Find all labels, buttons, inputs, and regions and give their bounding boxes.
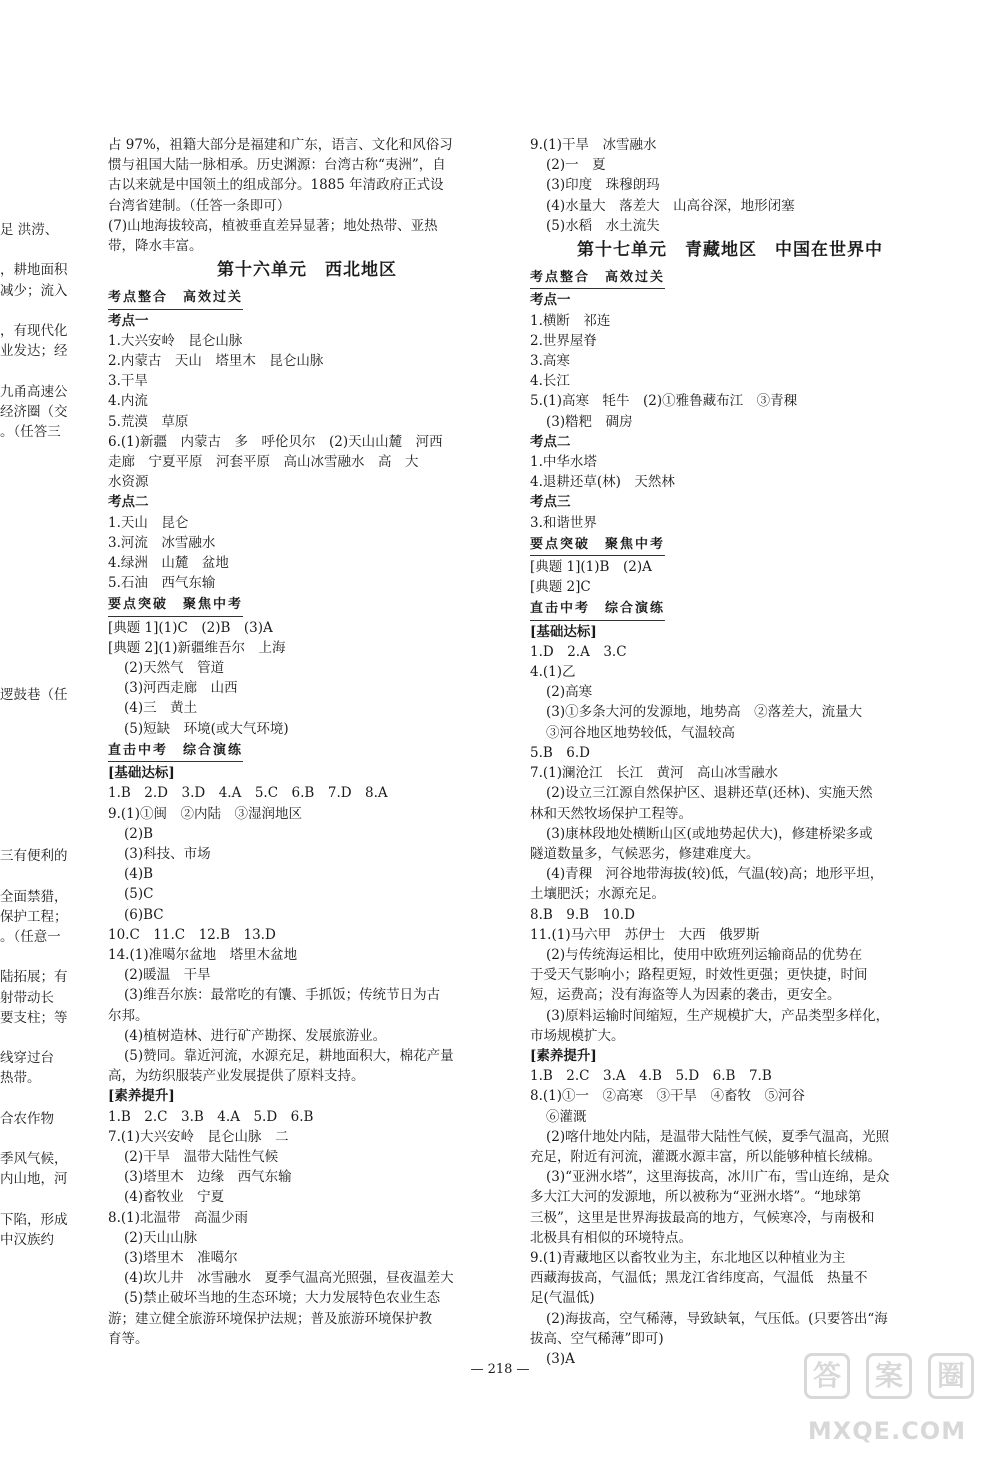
answer-line: 林和天然牧场保护工程等。 (530, 805, 692, 822)
answer-line: (3)“亚洲水塔”，这里海拔高，冰川广布，雪山连绵，是众 (546, 1169, 890, 1186)
watermark-site: MXQE.COM (807, 1417, 967, 1445)
answer-line: 5.(1)高寒 牦牛 (2)①雅鲁藏布江 ③青稞 (530, 393, 798, 410)
answer-line: (4)水量大 落差大 山高谷深，地形闭塞 (546, 197, 795, 214)
cut-off-text-fragment: 下陷，形成 (0, 1211, 68, 1228)
answer-line: 5.石油 西气东输 (108, 575, 216, 592)
answer-line: 西藏海拔高，气温低；黑龙江省纬度高，气温低 热量不 (530, 1270, 868, 1287)
kaodian-1-answers (108, 331, 506, 493)
suyang-tisheng-label: [素养提升] (530, 1047, 597, 1064)
answer-line: [典题 2]C (530, 579, 591, 596)
kaodian-3-answers (530, 513, 930, 533)
answer-line: (3)康林段地处横断山区(或地势起伏大)，修建桥梁多或 (546, 825, 873, 842)
answer-line: (5)赞同。靠近河流，水源充足，耕地面积大，棉花产量 (124, 1047, 454, 1064)
answer-line: (3)维吾尔族：最常吃的有馕、手抓饭；传统节日为古 (124, 987, 441, 1004)
answer-line: 3.河流 冰雪融水 (108, 534, 216, 551)
cut-off-text-fragment: 季风气候， (0, 1151, 68, 1168)
cut-off-text-fragment: 。（任意一 (0, 929, 61, 945)
answer-line: 10.C 11.C 12.B 13.D (108, 926, 276, 943)
cut-off-text-fragment: 三有便利的 (0, 848, 68, 865)
answer-line: 5.荒漠 草原 (108, 413, 189, 430)
jichu-answers (108, 783, 506, 1086)
answer-line: 1.B 2.D 3.D 4.A 5.C 6.B 7.D 8.A (108, 785, 388, 802)
answer-line: [典题 1](1)C (2)B (3)A (108, 619, 273, 636)
answer-line: (3)A (546, 1350, 575, 1367)
answer-line: 拔高、空气稀薄”即可) (530, 1330, 664, 1347)
cut-off-text-fragment: ，有现代化 (0, 323, 68, 339)
section-heading-zhiji-zhongkao: 直击中考 综合演练 (530, 599, 665, 620)
dianti-answers (530, 557, 930, 597)
suyang-answers (530, 1066, 930, 1369)
answer-line: 3.干旱 (108, 373, 148, 390)
answer-line: 3.和谐世界 (530, 514, 597, 531)
answer-line: 1.B 2.C 3.B 4.A 5.D 6.B (108, 1108, 314, 1125)
page-number: — 218 — (470, 1362, 530, 1377)
answer-line: (3)原料运输时间缩短，生产规模扩大，产品类型多样化， (546, 1007, 890, 1024)
section-heading-kaodian-zhenghe: 考点整合 高效过关 (530, 268, 665, 289)
answer-line: (4)青稞 河谷地带海拔(较)低，气温(较)高；地形平坦， (546, 866, 884, 883)
section-heading-yaodian-tupo: 要点突破 聚焦中考 (108, 595, 243, 616)
cut-off-text-fragment: 中汉族约 (0, 1232, 54, 1248)
cut-off-text-fragment: 。（任答三 (0, 424, 61, 440)
answer-line: 多大江大河的发源地，所以被称为“亚洲水塔”。“地球第 (530, 1189, 862, 1206)
watermark-char: 圈 (928, 1353, 974, 1399)
answer-line: 隧道数量多，气候恶劣，修建难度大。 (530, 845, 760, 862)
answer-line: 土壤肥沃；水源充足。 (530, 886, 665, 903)
answer-line: 充足，附近有河流，灌溉水源丰富，所以能够种植长绒棉。 (530, 1148, 881, 1165)
answer-line: 足(气温低) (530, 1290, 595, 1307)
answer-line: (5)短缺 环境(或大气环境) (124, 720, 289, 737)
answer-line: (3)①多条大河的发源地，地势高 ②落差大，流量大 (546, 704, 863, 721)
answer-line: 8.B 9.B 10.D (530, 906, 635, 923)
cut-off-text-fragment: 要支柱；等 (0, 1009, 68, 1026)
answer-line: 8.(1)北温带 高温少雨 (108, 1209, 249, 1226)
answer-line: 尔邦。 (108, 1007, 149, 1024)
answer-line: 惯与祖国大陆一脉相承。历史渊源：台湾古称“夷洲”，自 (108, 157, 446, 174)
answer-line: (6)BC (124, 906, 164, 923)
suyang-tisheng-label: [素养提升] (108, 1088, 175, 1105)
kaodian-2-answers (108, 513, 506, 594)
cut-off-text-fragment: 射带动长 (0, 989, 54, 1006)
answer-line: 高，为纺织服装产业发展提供了原料支持。 (108, 1068, 365, 1085)
answer-line: (4)三 黄土 (124, 700, 198, 717)
kaodian-2-heading: 考点二 (108, 494, 149, 511)
answer-line: 11.(1)马六甲 苏伊士 大西 俄罗斯 (530, 926, 760, 943)
intro-block (108, 135, 506, 256)
answer-line: 三极”，这里是世界海拔最高的地方，气候寒冷，与南极和 (530, 1209, 875, 1226)
answer-line: 市场规模扩大。 (530, 1027, 625, 1044)
cut-off-text-fragment: 保护工程； (0, 908, 68, 925)
jichu-dabiao-label: [基础达标] (108, 765, 175, 782)
answer-line: (2)干旱 温带大陆性气候 (124, 1148, 279, 1165)
cut-off-text-fragment: 全面禁猎， (0, 888, 68, 905)
answer-line: 1.横断 祁连 (530, 312, 611, 329)
answer-line: (3)糌粑 碉房 (546, 413, 633, 430)
answer-line: (4)B (124, 866, 154, 883)
cut-off-text-fragment: 足 洪涝、 (0, 222, 59, 238)
section-heading-yaodian-tupo: 要点突破 聚焦中考 (530, 535, 665, 556)
answer-line: (2)海拔高，空气稀薄，导致缺氧，气压低。(只要答出“海 (546, 1310, 888, 1327)
answer-line: 3.高寒 (530, 353, 570, 370)
answer-line: ⑥灌溉 (546, 1108, 587, 1125)
answer-line: 走廊 宁夏平原 河套平原 高山冰雪融水 高 大 (108, 454, 419, 471)
answer-line: 7.(1)澜沧江 长江 黄河 高山冰雪融水 (530, 765, 779, 782)
answer-line: 2.世界屋脊 (530, 332, 597, 349)
answer-line: (3)科技、市场 (124, 845, 211, 862)
section-heading-kaodian-zhenghe: 考点整合 高效过关 (108, 288, 243, 309)
answer-line: (2)天山山脉 (124, 1229, 198, 1246)
answer-line: 1.天山 昆仑 (108, 514, 189, 531)
right-column (530, 135, 930, 1369)
watermark-char: 答 (804, 1353, 850, 1399)
cut-off-text-fragment: 陆拓展；有 (0, 969, 68, 986)
answer-line: 占 97%，祖籍大部分是福建和广东，语言、文化和风俗习 (108, 137, 453, 153)
answer-line: (4)畜牧业 宁夏 (124, 1189, 225, 1206)
cut-off-text-fragment: 逻鼓巷（任 (0, 686, 68, 703)
answer-line: 于受天气影响小；路程更短，时效性更强；更快捷，时间 (530, 967, 868, 984)
unit-17-title: 第十七单元 青藏地区 中国在世界中 (577, 240, 883, 261)
cut-off-text-fragment: ，耕地面积 (0, 262, 68, 279)
jichu-answers (530, 642, 930, 1046)
answer-line: 1.中华水塔 (530, 454, 597, 471)
answer-line: (2)设立三江源自然保护区、退耕还草(还林)、实施天然 (546, 785, 873, 802)
answer-line: (3)印度 珠穆朗玛 (546, 177, 660, 194)
answer-line: (3)塔里木 准噶尔 (124, 1249, 238, 1266)
dianti-answers (108, 618, 506, 739)
answer-line: (4)植树造林、进行矿产勘探、发展旅游业。 (124, 1027, 387, 1044)
answer-line: 9.(1)青藏地区以畜牧业为主，东北地区以种植业为主 (530, 1249, 846, 1266)
answer-line: 水资源 (108, 474, 149, 491)
answer-line: 9.(1)干旱 冰雪融水 (530, 137, 657, 153)
cut-off-text-fragment: 热带。 (0, 1070, 41, 1087)
answer-line: 台湾省建制。（任答一条即可） (108, 197, 291, 214)
answer-line: 7.(1)大兴安岭 昆仑山脉 二 (108, 1128, 289, 1145)
cut-off-text-fragment: 业发达；经 (0, 343, 68, 360)
answer-line: 6.(1)新疆 内蒙古 多 呼伦贝尔 (2)天山山麓 河西 (108, 433, 443, 450)
carryover-answers (530, 135, 930, 236)
answer-line: 带，降水丰富。 (108, 238, 203, 255)
cut-off-text-fragment: 减少；流入 (0, 282, 68, 299)
cut-off-text-fragment: 九甬高速公 (0, 383, 68, 400)
answer-line: (2)暖温 干旱 (124, 967, 211, 984)
answer-line: [典题 1](1)B (2)A (530, 559, 652, 576)
answer-line: 1.B 2.C 3.A 4.B 5.D 6.B 7.B (530, 1068, 772, 1085)
answer-line: 5.B 6.D (530, 744, 591, 761)
kaodian-1-heading: 考点一 (530, 292, 571, 309)
answer-line: (2)天然气 管道 (124, 660, 225, 677)
cut-off-text-fragment: 经济圈（交 (0, 403, 68, 420)
answer-line: 1.D 2.A 3.C (530, 643, 627, 660)
watermark-logo (792, 1353, 982, 1445)
kaodian-2-heading: 考点二 (530, 433, 571, 450)
watermark-char: 案 (866, 1353, 912, 1399)
answer-line: (2)与传统海运相比，使用中欧班列运输商品的优势在 (546, 946, 863, 963)
unit-16-title: 第十六单元 西北地区 (217, 260, 397, 281)
answer-line: 北极具有相似的环境特点。 (530, 1229, 692, 1246)
middle-column (108, 135, 506, 1349)
answer-line: 4.退耕还草(林) 天然林 (530, 474, 675, 491)
answer-line: 育等。 (108, 1330, 149, 1347)
cut-off-text-fragment: 合农作物 (0, 1110, 54, 1127)
kaodian-2-answers (530, 452, 930, 492)
answer-line: 短，运费高；没有海盗等人为因素的袭击，更安全。 (530, 987, 841, 1004)
answer-line: ③河谷地区地势较低，气温较高 (546, 724, 735, 741)
answer-line: (2)高寒 (546, 684, 593, 701)
answer-line: (5)水稻 水土流失 (546, 217, 660, 234)
answer-line: (4)坎儿井 冰雪融水 夏季气温高光照强，昼夜温差大 (124, 1270, 454, 1287)
answer-line: (2)B (124, 825, 154, 842)
answer-line: 9.(1)①闽 ②内陆 ③湿润地区 (108, 805, 303, 822)
answer-line: 2.内蒙古 天山 塔里木 昆仑山脉 (108, 353, 324, 370)
answer-line: 8.(1)①一 ②高寒 ③干旱 ④畜牧 ⑤河谷 (530, 1088, 806, 1105)
answer-line: (3)河西走廊 山西 (124, 680, 238, 697)
answer-line: [典题 2](1)新疆维吾尔 上海 (108, 639, 286, 656)
answer-line: 4.(1)乙 (530, 664, 576, 681)
answer-line: 4.内流 (108, 393, 148, 410)
answer-line: (5)禁止破坏当地的生态环境；大力发展特色农业生态 (124, 1290, 441, 1307)
jichu-dabiao-label: [基础达标] (530, 623, 597, 640)
answer-line: 4.长江 (530, 373, 570, 390)
answer-line: 游；建立健全旅游环境保护法规；普及旅游环境保护教 (108, 1310, 432, 1327)
kaodian-1-heading: 考点一 (108, 312, 149, 329)
suyang-answers (108, 1107, 506, 1349)
answer-line: (2)一 夏 (546, 157, 606, 174)
kaodian-3-heading: 考点三 (530, 494, 571, 511)
answer-line: (2)喀什地处内陆，是温带大陆性气候，夏季气温高，光照 (546, 1128, 890, 1145)
answer-line: 古以来就是中国领土的组成部分。1885 年清政府正式设 (108, 177, 444, 194)
answer-line: (7)山地海拔较高，植被垂直差异显著；地处热带、亚热 (108, 217, 438, 234)
answer-line: 4.绿洲 山麓 盆地 (108, 555, 229, 572)
answer-line: (3)塔里木 边缘 西气东输 (124, 1169, 292, 1186)
kaodian-1-answers (530, 311, 930, 432)
cut-off-text-fragment: 内山地，河 (0, 1171, 68, 1188)
cut-off-text-fragment: 线穿过台 (0, 1050, 54, 1067)
answer-line: (5)C (124, 886, 154, 903)
answer-line: 14.(1)准噶尔盆地 塔里木盆地 (108, 946, 298, 963)
section-heading-zhiji-zhongkao: 直击中考 综合演练 (108, 741, 243, 762)
answer-line: 1.大兴安岭 昆仑山脉 (108, 332, 243, 349)
